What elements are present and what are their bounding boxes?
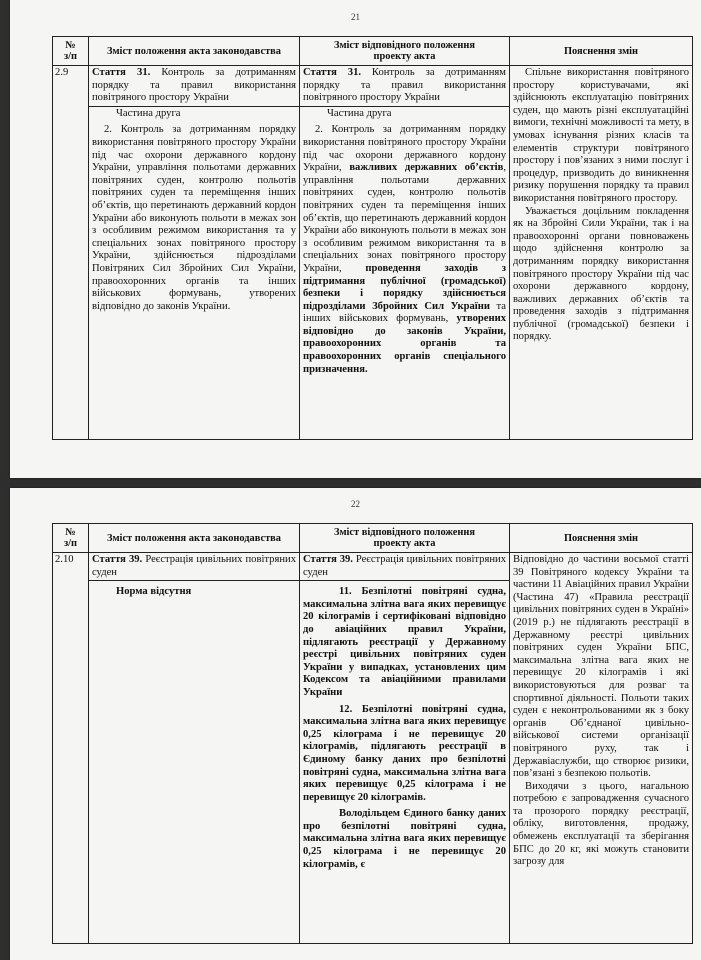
draft-part: Частина друга — [327, 107, 392, 119]
page-number: 22 — [351, 499, 360, 509]
header-explanation: Пояснення змін — [510, 37, 693, 66]
explanation-p1: Спільне використання повітряного простору користувачами, які здійснюють експлуатацію повітряних суден, що мають різні експлуатаційні вимоги, технічні можливості та мету, в умовах існування різних класів та елементів структури повітряного простору і пов’язаних з ними послуг і процедур, призводить до виникнення ризику порушення порядку та правил використання повітряного простору. — [513, 67, 689, 204]
draft-text-a: 2. Контроль за дотриманням порядку використання повітряного простору України під час охорони державного кордону України, — [303, 124, 506, 174]
title-rest: Реєстрація цивільних повітряних суден — [303, 554, 506, 578]
explanation-cell — [510, 553, 693, 944]
header-draft-act: Зміст відповідного положення проекту акта — [300, 37, 510, 66]
comparison-table — [52, 36, 693, 440]
current-article-title: Стаття 31. Контроль за дотриманням порядку та правил використання повітряного простору України — [89, 66, 300, 107]
current-law-text: 2. Контроль за дотриманням порядку використання повітряного простору України під час охорони державного кордону України, управління польотами державних повітряних суден, контролю польотів повітряних суден та переміщення інших об’єктів, що перетинають державний кордон України або виконують польоти в межах зон з особливим режимом використання та у спеціальних зонах повітряного простору України, здійснюється підрозділами Повітряних Сил Збройних Сил України, правоохоронних органів та інших військових формувань, утворених відповідно до законів України. — [92, 124, 296, 312]
current-article-title: Стаття 39. Реєстрація цивільних повітряних суден — [89, 553, 300, 581]
header-explanation: Пояснення змін — [510, 524, 693, 553]
document-page-22 — [10, 488, 701, 960]
current-law-cell — [89, 581, 300, 944]
draft-para-13: Володільцем Єдиного банку даних про безпілотні повітряні судна, максимальна злітна вага яких перевищує 0,25 кілограма і не перевищує 20 кілограмів, є — [303, 808, 506, 870]
explanation-cell — [510, 66, 693, 440]
draft-text-c: , управління польотами державних повітряних суден, контролю польотів повітряних суден та переміщення інших об’єктів, що перетинають державний кордон України або виконують польоти в межах зон з особливим режимом використання та в спеціальних зонах повітряного простору України, — [303, 162, 506, 274]
current-part: Частина друга — [116, 107, 181, 119]
header-number: № з/п — [53, 524, 89, 553]
draft-para-12: 12. Безпілотні повітряні судна, максимальна злітна вага яких перевищує 0,25 кілограма і не перевищує 20 кілограмів, підлягають реєстрації в Єдиному банку даних про безпілотні повітряні судна, максимальна злітна вага яких перевищує 0,25 кілограма і не перевищує 20 кілограмів. — [303, 703, 506, 803]
draft-text-b: важливих державних об’єктів — [349, 162, 504, 174]
header-current-law: Зміст положення акта законодавства — [89, 37, 300, 66]
row-number: 2.9 — [53, 66, 89, 440]
draft-para-11: 11. Безпілотні повітряні судна, максимальна злітна вага яких перевищує 20 кілограмів і сертифіковані відповідно до авіаційних правил України, підлягають реєстрації у Державному реєстрі цивільних повітряних суден України у випадках, установлених цим Кодексом та авіаційними правилами України — [303, 586, 506, 698]
header-number: № з/п — [53, 37, 89, 66]
explanation-p2: Виходячи з цього, нагальною потребою є запровадження сучасного та прозорого порядку реєстрації, обліку, виготовлення, продажу, обмежень експлуатації та зберігання БПС до 20 кг, які можуть становити загрозу для — [513, 780, 689, 868]
draft-act-text — [303, 124, 506, 376]
title-rest: Реєстрація цивільних повітряних суден — [92, 554, 296, 578]
draft-text-f: утворених відповідно до законів України, правоохоронних органів та правоохоронних органів спеціального призначення. — [303, 313, 506, 375]
draft-text-d: проведення заходів з підтримання публічної (громадської) безпеки і порядку здійснюється підрозділами Збройних Сил України — [303, 262, 506, 312]
explanation-p1: Відповідно до частини восьмої статті 39 Повітряного кодексу України та частини 11 Авіаційних правил України (Частина 47) «Правила реєстрації цивільних повітряних суден в Україні» (2019 р.) не підлягають реєстрації в Державному реєстрі цивільних повітряних суден України БПС, максимальна злітна вага яких не перевищує 20 кілограмів і які використовуються для розваг та спортивної діяльності. Польоти таких суден є неконтрольованими як з боку органів Об’єднаної цивільно-військової системи організації повітряного руху, так і Державіаслужби, що створює ризики, пов’язані з безпекою польотів. — [513, 554, 690, 780]
draft-act-cell — [300, 581, 510, 944]
title-rest: Контроль за дотриманням порядку та правил використання повітряного простору України — [303, 67, 506, 104]
current-law-text: Норма відсутня — [116, 586, 192, 598]
explanation-p2: Уважається доцільним покладення як на Збройні Сили України, так і на правоохоронні органи повноважень щодо здійснення контролю за дотриманням порядку використання повітряного простору України під час охорони державного кордону, важливих державних об’єктів та проведення заходів з підтримання публічної (громадської) безпеки і порядку. — [513, 205, 689, 343]
current-law-cell — [89, 106, 300, 439]
draft-act-cell — [300, 106, 510, 439]
header-current-law: Зміст положення акта законодавства — [89, 524, 300, 553]
comparison-table — [52, 523, 693, 944]
title-rest: Контроль за дотриманням порядку та правил використання повітряного простору України — [92, 67, 296, 104]
draft-article-title: Стаття 39. Реєстрація цивільних повітряних суден — [300, 553, 510, 581]
draft-text-e: та інших військових формувань, — [303, 300, 506, 325]
header-draft-act: Зміст відповідного положення проекту акта — [300, 524, 510, 553]
document-page-21 — [10, 0, 701, 478]
page-number: 21 — [351, 12, 360, 22]
draft-article-title: Стаття 31. Контроль за дотриманням порядку та правил використання повітряного простору України — [300, 66, 510, 107]
row-number: 2.10 — [53, 553, 89, 944]
